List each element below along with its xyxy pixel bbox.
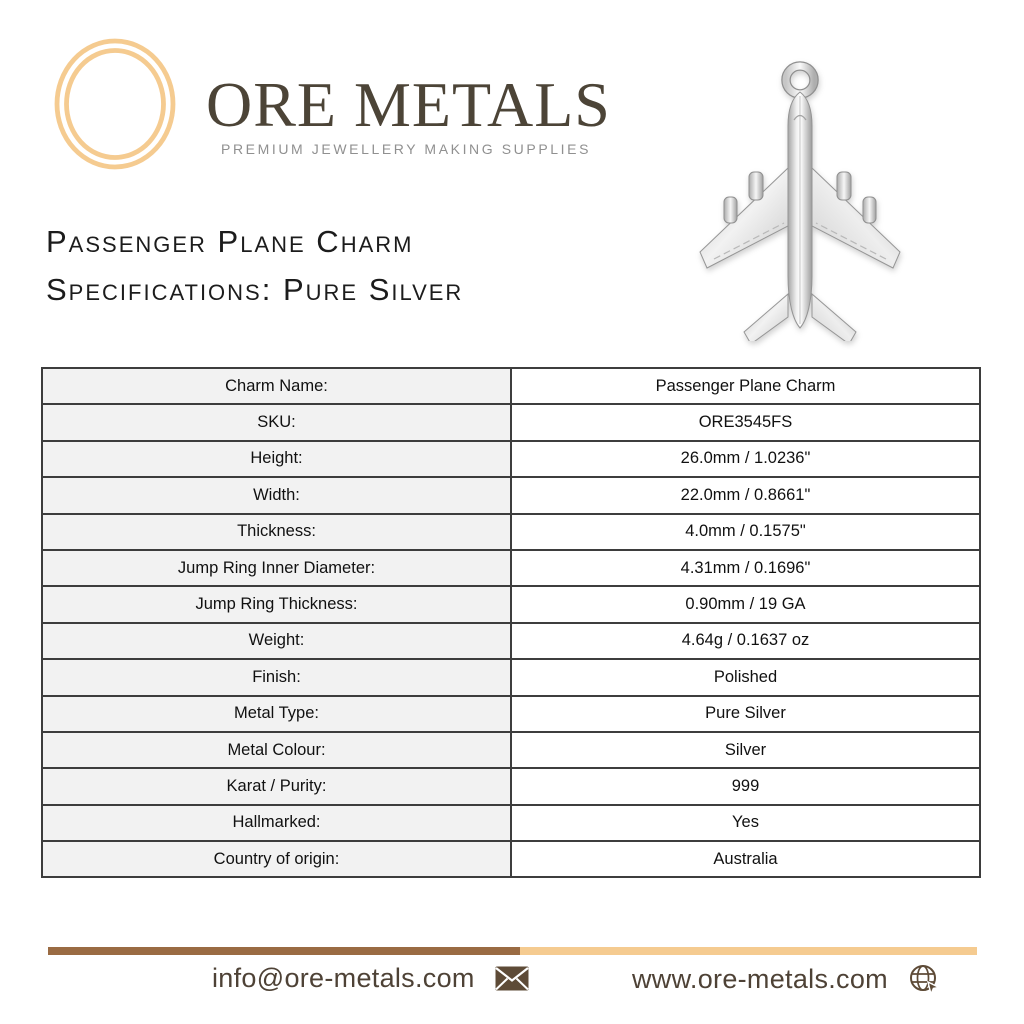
page-title-line1: Passenger Plane Charm (46, 224, 414, 259)
table-row (42, 550, 980, 586)
spec-table (41, 367, 981, 878)
spec-label: Charm Name: (42, 368, 511, 404)
table-row (42, 696, 980, 732)
brand-tagline: PREMIUM JEWELLERY MAKING SUPPLIES (221, 141, 592, 157)
right-stabilizer (812, 294, 856, 341)
spec-value: Passenger Plane Charm (511, 368, 980, 404)
spec-value: Silver (511, 732, 980, 768)
brand-ring-logo (54, 38, 176, 170)
email-icon (495, 966, 529, 991)
contact-email[interactable] (212, 963, 529, 994)
table-row (42, 805, 980, 841)
product-image-plane-charm (686, 56, 914, 341)
table-row (42, 368, 980, 404)
spec-label: Jump Ring Thickness: (42, 586, 511, 622)
brand-text-block (206, 69, 611, 157)
spec-value: Pure Silver (511, 696, 980, 732)
spec-label: SKU: (42, 404, 511, 440)
spec-table-body (42, 368, 980, 877)
email-text[interactable]: info@ore-metals.com (212, 963, 475, 993)
table-row (42, 768, 980, 804)
spec-value: 4.64g / 0.1637 oz (511, 623, 980, 659)
table-row (42, 514, 980, 550)
table-row (42, 732, 980, 768)
spec-label: Weight: (42, 623, 511, 659)
spec-value: Polished (511, 659, 980, 695)
table-row (42, 841, 980, 877)
engine (749, 172, 763, 200)
spec-label: Height: (42, 441, 511, 477)
page-title (46, 218, 463, 314)
brand-name: ORE METALS (206, 69, 611, 140)
spec-value: 999 (511, 768, 980, 804)
spec-value: 26.0mm / 1.0236" (511, 441, 980, 477)
engine (863, 197, 876, 223)
spec-label: Metal Type: (42, 696, 511, 732)
table-row (42, 623, 980, 659)
spec-value: ORE3545FS (511, 404, 980, 440)
table-row (42, 586, 980, 622)
spec-label: Jump Ring Inner Diameter: (42, 550, 511, 586)
spec-label: Hallmarked: (42, 805, 511, 841)
website-text[interactable]: www.ore-metals.com (632, 964, 888, 994)
footer-divider (48, 947, 977, 955)
spec-label: Country of origin: (42, 841, 511, 877)
contact-website[interactable] (632, 963, 941, 996)
plane-charm-illustration (686, 56, 914, 341)
left-stabilizer (744, 294, 788, 341)
spec-label: Finish: (42, 659, 511, 695)
spec-value: 0.90mm / 19 GA (511, 586, 980, 622)
spec-value: Australia (511, 841, 980, 877)
spec-value: 4.31mm / 0.1696" (511, 550, 980, 586)
divider-gold-segment (520, 947, 977, 955)
spec-label: Karat / Purity: (42, 768, 511, 804)
engine (837, 172, 851, 200)
engine (724, 197, 737, 223)
page-title-line2: Specifications: Pure Silver (46, 272, 464, 307)
spec-value: Yes (511, 805, 980, 841)
spec-label: Metal Colour: (42, 732, 511, 768)
spec-value: 22.0mm / 0.8661" (511, 477, 980, 513)
table-row (42, 441, 980, 477)
table-row (42, 404, 980, 440)
right-wing (812, 168, 900, 268)
globe-icon (908, 963, 941, 996)
table-row (42, 477, 980, 513)
table-row (42, 659, 980, 695)
spec-label: Thickness: (42, 514, 511, 550)
divider-brown-segment (48, 947, 520, 955)
spec-label: Width: (42, 477, 511, 513)
double-ring-icon (54, 38, 176, 170)
left-wing (700, 168, 788, 268)
spec-value: 4.0mm / 0.1575" (511, 514, 980, 550)
